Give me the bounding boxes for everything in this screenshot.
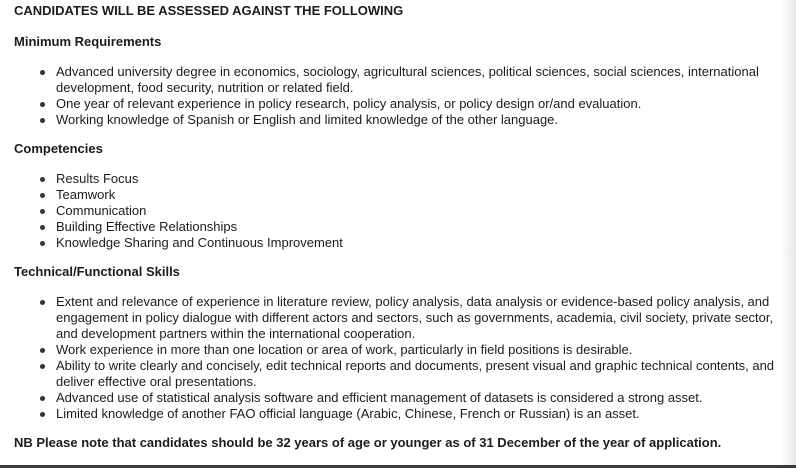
list-item: Teamwork xyxy=(56,187,786,203)
list-item: Results Focus xyxy=(56,171,786,187)
list-item: Work experience in more than one location or area of work, particularly in field positions is desirable. xyxy=(56,342,786,358)
list-item: Advanced use of statistical analysis software and efficient management of datasets is considered a strong asset. xyxy=(56,390,786,406)
minimum-requirements-list xyxy=(14,64,786,128)
technical-skills-list xyxy=(14,294,786,422)
list-item: One year of relevant experience in policy research, policy analysis, or policy design or/and evaluation. xyxy=(56,96,786,112)
list-item: Building Effective Relationships xyxy=(56,219,786,235)
list-item: Extent and relevance of experience in literature review, policy analysis, data analysis or evidence-based policy analysis, and engagement in policy dialogue with different actors and sectors, such as governments, academia, civil society, private sector, and development partners within the international cooperation. xyxy=(56,294,786,342)
main-heading: CANDIDATES WILL BE ASSESSED AGAINST THE FOLLOWING xyxy=(14,3,404,18)
age-requirement-note: NB Please note that candidates should be 32 years of age or younger as of 31 December of the year of application. xyxy=(14,435,722,450)
list-item: Limited knowledge of another FAO official language (Arabic, Chinese, French or Russian) is an asset. xyxy=(56,406,786,422)
competencies-heading: Competencies xyxy=(14,141,103,156)
list-item: Communication xyxy=(56,203,786,219)
list-item: Working knowledge of Spanish or English and limited knowledge of the other language. xyxy=(56,112,786,128)
list-item: Ability to write clearly and concisely, edit technical reports and documents, present visual and graphic technical contents, and deliver effective oral presentations. xyxy=(56,358,786,390)
document-content xyxy=(14,3,786,451)
technical-skills-heading: Technical/Functional Skills xyxy=(14,264,180,279)
list-item: Knowledge Sharing and Continuous Improvement xyxy=(56,235,786,251)
list-item: Advanced university degree in economics, sociology, agricultural sciences, political sciences, social sciences, international development, food security, nutrition or related field. xyxy=(56,64,786,96)
competencies-list xyxy=(14,171,786,251)
page-edge-shadow xyxy=(780,0,796,468)
minimum-requirements-heading: Minimum Requirements xyxy=(14,34,162,49)
